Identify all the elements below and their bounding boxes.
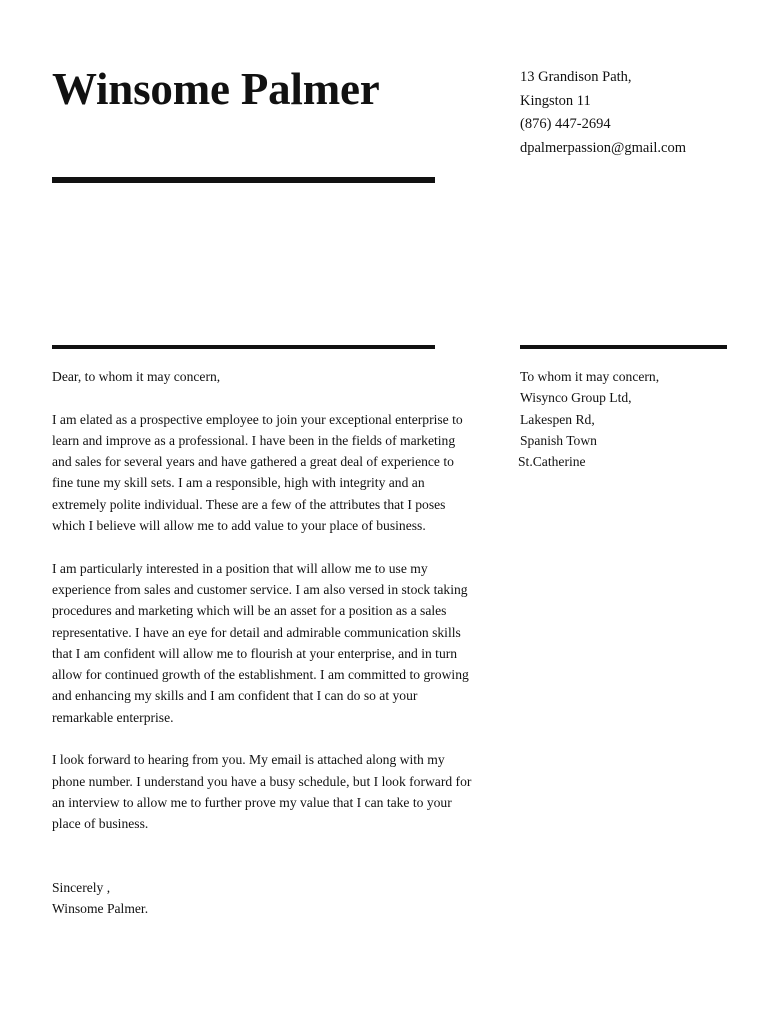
paragraph-1: I am elated as a prospective employee to join your exceptional enterprise to learn and improve as a professional. I have been in the fields of marketing and sales for several years and have gathered a great deal of experience to fine tune my skill sets. I am a responsible, high with integrity and an extremely polite individual. These are a few of the attributes that I poses which I believe will allow me to add value to your place of business. xyxy=(52,411,463,534)
address-line-1: 13 Grandison Path, xyxy=(520,69,632,85)
salutation: Dear, to whom it may concern, xyxy=(52,369,221,384)
body-divider-left xyxy=(52,345,435,349)
paragraph-2: I am particularly interested in a position that will allow me to use my experience from sales and customer service. I am also versed in stock taking procedures and marketing which will be an asset for a position as a sales representative. I have an eye for detail and admirable communication skills that I am confident will allow me to flourish at your enterprise, and in turn allow for continued growth of the establishment. I am committed to growing and enhancing my skills and I am confident that I can do so at your remarkable enterprise. xyxy=(52,560,469,725)
paragraph-3: I look forward to hearing from you. My email is attached along with my phone number. I understand you have a busy schedule, but I look forward for an interview to allow me to further prove my value that I can take to your place of business. xyxy=(52,752,472,832)
applicant-name: Winsome Palmer xyxy=(52,64,380,114)
address-line-2: Kingston 11 xyxy=(520,92,591,109)
recipient-line-2: Wisynco Group Ltd, xyxy=(520,390,632,406)
header-divider xyxy=(52,177,435,183)
recipient-block xyxy=(520,366,659,472)
recipient-line-5: St.Catherine xyxy=(518,454,586,470)
body-divider-right xyxy=(520,345,727,349)
recipient-line-3: Lakespen Rd, xyxy=(520,411,595,427)
closing-block xyxy=(52,877,472,920)
recipient-line-1: To whom it may concern, xyxy=(520,369,660,384)
letter-body xyxy=(52,366,472,920)
email-address: dpalmerpassion@gmail.com xyxy=(520,139,686,156)
signature: Winsome Palmer. xyxy=(52,901,149,917)
contact-block xyxy=(520,66,686,160)
closing: Sincerely , xyxy=(52,880,111,896)
phone-number: (876) 447-2694 xyxy=(520,116,611,132)
recipient-line-4: Spanish Town xyxy=(520,432,597,448)
